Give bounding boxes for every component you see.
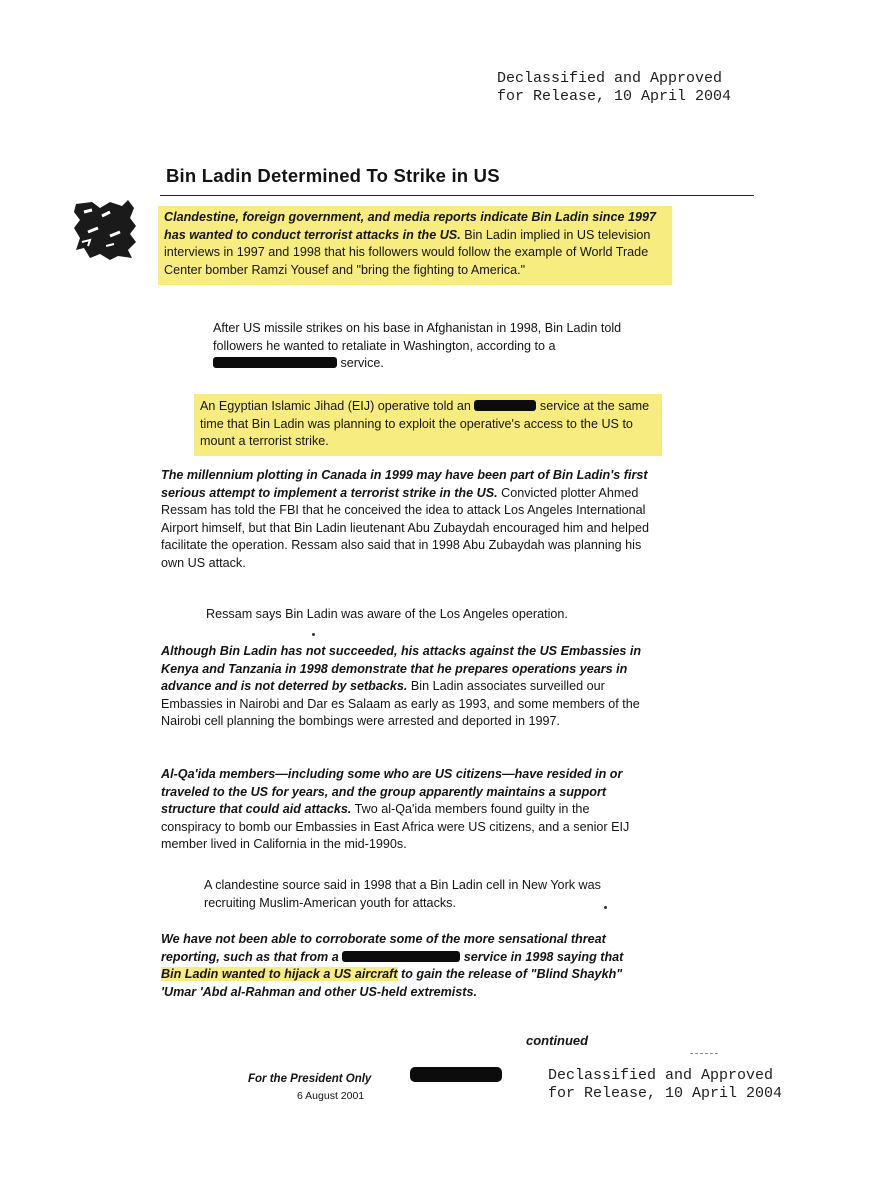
italic-text: service in 1998 saying that [463,949,624,964]
paragraph-eij-operative [194,394,662,456]
footer-redaction [410,1067,502,1082]
italic-text: to gain the release of "Blind Shaykh" 'Umar 'Abd al-Rahman and other US-held extremists. [161,967,623,999]
redaction-bar [213,357,337,368]
title-rule [160,195,754,196]
paragraph-missile-strikes [213,320,653,373]
stamp-line-2: for Release, 10 April 2004 [497,88,732,105]
body-text: Two al-Qa'ida members found guilty in the conspiracy to bomb our Embassies in East Africa were US citizens, and a senior EIJ member lived in California in the mid-1990s. [161,802,630,851]
margin-mark [690,1053,718,1054]
body-text: After US missile strikes on his base in Afghanistan in 1998, Bin Ladin told followers he wanted to retaliate in Washington, according to a [213,321,622,353]
lead-sentence: The millennium plotting in Canada in 1999 may have been part of Bin Ladin's first serious attempt to implement a terrorist strike in the US. [161,468,648,500]
lead-sentence: Al-Qa'ida members—including some who are US citizens—have resided in or traveled to the US for years, and the group apparently maintains a support structure that could aid attacks. [161,767,623,816]
continued-label: continued [526,1033,589,1048]
classification-mark-scribble [70,198,150,262]
redaction-bar [342,951,460,962]
redaction-bar [474,400,536,411]
declassified-stamp-bottom [548,1067,782,1103]
for-president-label: For the President Only [248,1073,372,1085]
page-title: Bin Ladin Determined To Strike in US [166,165,500,186]
declassified-stamp-top [497,70,731,106]
paragraph-millennium-plot [161,467,653,572]
lead-sentence: Although Bin Ladin has not succeeded, his attacks against the US Embassies in Kenya and Tanzania in 1998 demonstrate that he prepares operations years in advance and is not deterred by setbacks. [161,644,642,693]
paragraph-intel-reports [158,206,672,285]
lead-sentence: Clandestine, foreign government, and media reports indicate Bin Ladin since 1997 has wanted to conduct terrorist attacks in the US. [164,210,656,242]
paragraph-new-york-cell: A clandestine source said in 1998 that a Bin Ladin cell in New York was recruiting Muslim-American youth for attacks. [204,878,601,910]
paragraph-threat-reporting [161,931,633,1001]
paragraph-alqaida-members [161,766,653,854]
italic-text: We have not been able to corroborate some of the more sensational threat reporting, such as that from a [161,932,606,964]
stamp-line-1: Declassified and Approved [497,70,723,87]
stamp-line-2: for Release, 10 April 2004 [548,1085,783,1102]
stamp-line-1: Declassified and Approved [548,1067,774,1084]
paragraph-embassy-attacks [161,643,653,731]
body-text: service at the same time that Bin Ladin was planning to exploit the operative's access to the US to mount a terrorist strike. [200,399,650,448]
body-text: An Egyptian Islamic Jihad (EIJ) operative told an [200,399,471,413]
body-text: Bin Ladin associates surveilled our Embassies in Nairobi and Dar es Salaam as early as 1993, and some members of the Nairobi cell planning the bombings were arrested and deported in 1997. [161,679,640,728]
body-text: service. [340,356,384,370]
highlighted-hijack-text: Bin Ladin wanted to hijack a US aircraft [161,967,398,981]
body-text: Bin Ladin implied in US television interviews in 1997 and 1998 that his followers would follow the example of World Trade Center bomber Ramzi Yousef and "bring the fighting to America." [164,227,651,277]
speck [312,633,315,636]
document-date: 6 August 2001 [297,1090,365,1102]
body-text: Convicted plotter Ahmed Ressam has told the FBI that he conceived the idea to attack Los Angeles International Airport himself, but that Bin Ladin lieutenant Abu Zubaydah encouraged him and helped facilitate the operation. Ressam also said that in 1998 Abu Zubaydah was planning his own US attack. [161,485,649,570]
speck [604,906,607,909]
paragraph-ressam-aware: Ressam says Bin Ladin was aware of the Los Angeles operation. [206,607,568,621]
